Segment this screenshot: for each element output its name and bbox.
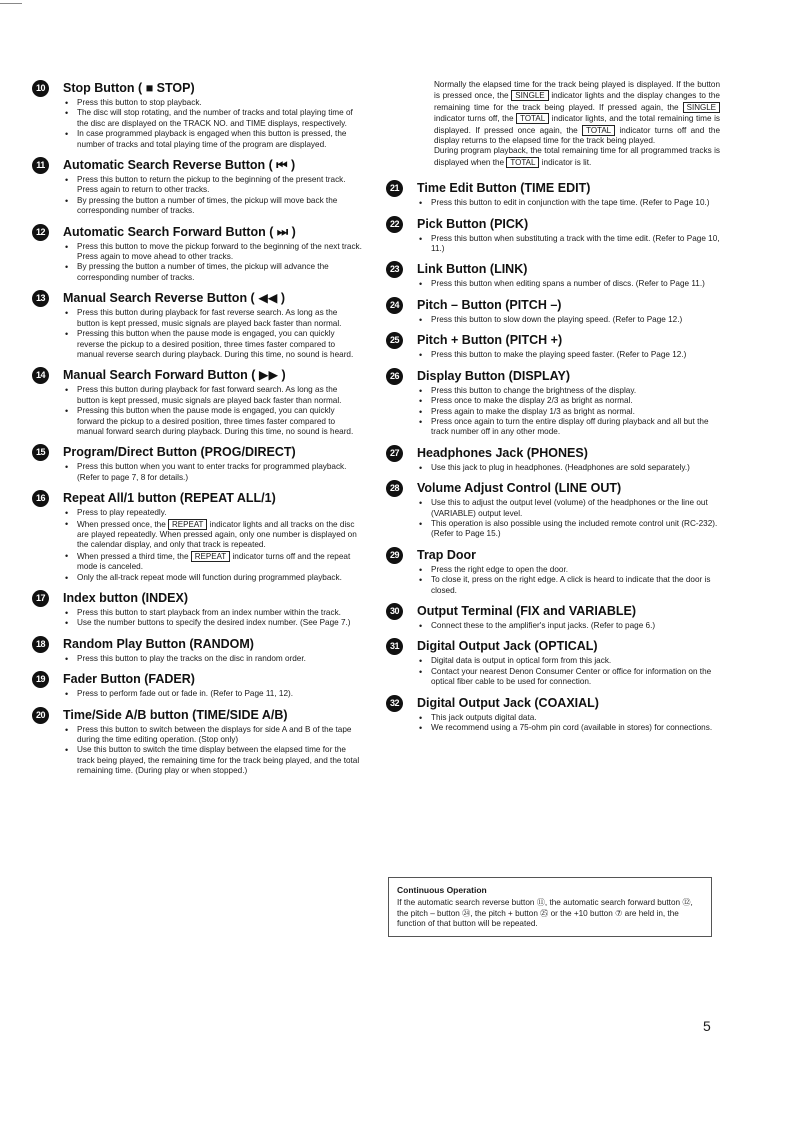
- section-title: Fader Button (FADER): [63, 672, 195, 687]
- bullet-item: [63, 98, 362, 108]
- text-run: Use this jack to plug in headphones. (Headphones are sold separately.): [431, 462, 690, 472]
- text-run: Press this button to stop playback.: [77, 98, 202, 107]
- section-title: Pitch – Button (PITCH –): [417, 297, 562, 312]
- section-18: [32, 636, 362, 664]
- bullet-item: [63, 385, 362, 406]
- bullet-list: [417, 198, 720, 208]
- text-run: Normally the elapsed time for the track being played is displayed. If the button is pressed once, the: [434, 80, 720, 101]
- text-run: Press this button when substituting a track with the time edit. (Refer to Page 10, 11.): [431, 233, 720, 254]
- intro-paragraph: [434, 80, 720, 146]
- section-number-badge: 21: [386, 180, 403, 197]
- section-11: [32, 157, 362, 217]
- bullet-item: [63, 196, 362, 217]
- section-24: [386, 297, 720, 325]
- section-number-badge: 16: [32, 490, 49, 507]
- bullet-item: [63, 745, 362, 776]
- bullet-item: [417, 386, 720, 396]
- section-25: [386, 332, 720, 360]
- section-number-badge: 25: [386, 332, 403, 349]
- text-run: Press this button to move the pickup forward to the beginning of the next track. Press again to move ahead to other tracks.: [77, 241, 362, 262]
- bullet-list: [63, 242, 362, 284]
- section-17: [32, 590, 362, 629]
- bullet-item: [63, 573, 362, 583]
- bullet-item: [63, 129, 362, 150]
- bullet-list: [63, 608, 362, 629]
- text-run: Use the number buttons to specify the desired index number. (See Page 7.): [77, 618, 351, 628]
- indicator-label: TOTAL: [516, 113, 549, 124]
- text-run: Press again to make the display 1/3 as bright as normal.: [431, 406, 635, 416]
- bullet-list: [63, 175, 362, 217]
- section-title: Repeat All/1 button (REPEAT ALL/1): [63, 491, 276, 506]
- bullet-item: [63, 689, 362, 699]
- section-number-badge: 12: [32, 224, 49, 241]
- indicator-label: TOTAL: [506, 157, 539, 168]
- bullet-item: [417, 656, 720, 666]
- bullet-item: [417, 396, 720, 406]
- bullet-item: [417, 519, 720, 540]
- text-run: This operation is also possible using the included remote control unit (RC-232). (Refer to Page 15.): [431, 518, 718, 539]
- section-19: [32, 671, 362, 699]
- section-number-badge: 24: [386, 297, 403, 314]
- section-title: Index button (INDEX): [63, 591, 188, 605]
- section-16: [32, 490, 362, 583]
- text-run: In case programmed playback is engaged when this button is pressed, the number of tracks and total playing time of the program are displayed.: [77, 129, 347, 149]
- section-21: [386, 180, 720, 208]
- bullet-item: [417, 234, 720, 255]
- text-run: To close it, press on the right edge. A click is heard to indicate that the door is closed.: [431, 575, 711, 595]
- text-run: Press this button during playback for fast reverse search. As long as the button is kept pressed, music signals are played back faster than normal.: [77, 308, 342, 328]
- text-run: Digital data is output in optical form from this jack.: [431, 656, 612, 666]
- section-number-badge: 28: [386, 480, 403, 497]
- text-run: indicator turns off and the repeat mode is canceled.: [77, 551, 351, 572]
- text-run: Press this button to return the pickup to the beginning of the present track. Press again to return to other tracks.: [77, 175, 346, 195]
- text-run: Press this button to slow down the playing speed. (Refer to Page 12.): [431, 314, 683, 324]
- section-number-badge: 26: [386, 368, 403, 385]
- text-run: Use this to adjust the output level (volume) of the headphones or the line out (VARIABLE) output level.: [431, 498, 708, 518]
- indicator-label: SINGLE: [511, 90, 548, 101]
- bullet-list: [63, 462, 362, 483]
- section-title: Digital Output Jack (OPTICAL): [417, 639, 598, 654]
- bullet-item: [417, 575, 720, 596]
- section-title: Stop Button ( ■ STOP): [63, 81, 195, 95]
- bullet-item: [63, 462, 362, 483]
- bullet-item: [417, 723, 720, 733]
- section-20: [32, 707, 362, 777]
- text-run: By pressing the button a number of times, the pickup will move back the corresponding number of tracks.: [77, 195, 338, 216]
- section-10: [32, 80, 362, 150]
- text-run: indicator turns off, the: [434, 114, 517, 124]
- text-run: Pressing this button when the pause mode is engaged, you can quickly forward the pickup to a desired position, three times faster compared to manual forward search during playback. During this time, no sound is heard.: [77, 406, 354, 436]
- section-number-badge: 15: [32, 444, 49, 461]
- bullet-list: [417, 279, 720, 289]
- right-column: [386, 80, 720, 740]
- text-run: Only the all-track repeat mode will function during programmed playback.: [77, 572, 342, 582]
- bullet-item: [63, 308, 362, 329]
- bullet-list: [417, 350, 720, 360]
- section-30: [386, 603, 720, 631]
- corner-rule: [0, 3, 22, 4]
- section-number-badge: 18: [32, 636, 49, 653]
- section-title: Time Edit Button (TIME EDIT): [417, 181, 591, 196]
- bullet-item: [63, 108, 362, 129]
- section-29: [386, 547, 720, 596]
- bullet-item: [63, 725, 362, 746]
- text-run: When pressed once, the: [77, 519, 169, 529]
- bullet-item: [63, 242, 362, 263]
- text-run: Press this button when you want to enter tracks for programmed playback. (Refer to page 7, 8 for details.): [77, 462, 347, 482]
- bullet-list: [417, 498, 720, 540]
- section-28: [386, 480, 720, 540]
- section-number-badge: 30: [386, 603, 403, 620]
- text-run: The disc will stop rotating, and the number of tracks and total playing time of the disc are displayed on the TRACK NO. and TIME displays, respectively.: [77, 108, 353, 128]
- bullet-item: [417, 315, 720, 325]
- text-run: When pressed a third time, the: [77, 551, 191, 561]
- section-number-badge: 23: [386, 261, 403, 278]
- text-run: Contact your nearest Denon Consumer Center or office for information on the optical fiber cable to be used for connection.: [431, 666, 712, 687]
- section-32: [386, 695, 720, 734]
- text-run: During program playback, the total remaining time for all programmed tracks is displayed when the: [434, 146, 720, 167]
- section-number-badge: 14: [32, 367, 49, 384]
- section-title: Headphones Jack (PHONES): [417, 445, 588, 460]
- text-run: Press this button to edit in conjunction with the tape time. (Refer to Page 10.): [431, 198, 710, 208]
- text-run: Press this button when editing spans a number of discs. (Refer to Page 11.): [431, 279, 705, 289]
- section-title: Output Terminal (FIX and VARIABLE): [417, 603, 636, 618]
- section-title: Link Button (LINK): [417, 262, 528, 277]
- indicator-label: TOTAL: [582, 125, 615, 136]
- section-title: Pitch + Button (PITCH +): [417, 333, 563, 348]
- bullet-item: [417, 279, 720, 289]
- section-31: [386, 638, 720, 687]
- bullet-item: [417, 417, 720, 438]
- text-run: By pressing the button a number of times, the pickup will advance the corresponding number of tracks.: [77, 262, 329, 282]
- text-run: Press this button during playback for fast forward search. As long as the button is kept pressed, music signals are played back faster than normal.: [77, 385, 342, 405]
- text-run: Pressing this button when the pause mode is engaged, you can quickly reverse the pickup to a desired position, three times faster compared to manual reverse search during playback. During this time, no sound is heard.: [77, 329, 354, 359]
- bullet-list: [63, 308, 362, 360]
- section-title: Time/Side A/B button (TIME/SIDE A/B): [63, 707, 288, 722]
- indicator-label: REPEAT: [191, 551, 230, 562]
- section-number-badge: 13: [32, 290, 49, 307]
- bullet-list: [417, 656, 720, 687]
- bullet-list: [417, 621, 720, 631]
- bullet-item: [63, 406, 362, 437]
- bullet-item: [63, 654, 362, 664]
- bullet-item: [417, 565, 720, 575]
- section-title: Digital Output Jack (COAXIAL): [417, 695, 599, 710]
- section-number-badge: 27: [386, 445, 403, 462]
- section-number-badge: 11: [32, 157, 49, 174]
- bullet-list: [63, 98, 362, 150]
- bullet-item: [63, 329, 362, 360]
- intro-paragraph: [434, 146, 720, 168]
- bullet-list: [417, 386, 720, 438]
- bullet-list: [417, 315, 720, 325]
- text-run: indicator lights, and the total remaining time is displayed. If pressed once again, the: [434, 114, 720, 135]
- bullet-list: [417, 713, 720, 734]
- section-12: [32, 224, 362, 284]
- bullet-item: [63, 618, 362, 628]
- continuous-operation-note: [388, 877, 712, 937]
- text-run: Press this button to play the tracks on the disc in random order.: [77, 653, 306, 663]
- bullet-list: [63, 654, 362, 664]
- bullet-item: [63, 175, 362, 196]
- text-run: Press once to make the display 2/3 as bright as normal.: [431, 396, 633, 406]
- text-run: Press once again to turn the entire display off during playback and all but the track number off in any other mode.: [431, 416, 709, 437]
- bullet-item: [417, 198, 720, 208]
- section-title: Trap Door: [417, 547, 477, 562]
- section-15: [32, 444, 362, 483]
- section-title: Automatic Search Reverse Button ( ⏮ ): [63, 158, 296, 173]
- text-run: Connect these to the amplifier's input jacks. (Refer to page 6.): [431, 620, 656, 630]
- bullet-item: [63, 262, 362, 283]
- bullet-item: [63, 519, 362, 551]
- text-run: Press this button to switch between the displays for side A and B of the tape during the time editing operation. (Stop only): [77, 724, 352, 745]
- section-number-badge: 32: [386, 695, 403, 712]
- text-run: Press this button to change the brightness of the display.: [431, 385, 637, 395]
- bullet-list: [63, 725, 362, 777]
- bullet-item: [63, 551, 362, 573]
- section-number-badge: 17: [32, 590, 49, 607]
- text-run: indicator lights and the display changes to the remaining time for the track being played. If pressed again, the: [434, 91, 720, 112]
- page-number: 5: [703, 1018, 711, 1034]
- section-title: Manual Search Forward Button ( ▶▶ ): [63, 368, 286, 383]
- section-title: Automatic Search Forward Button ( ⏭ ): [63, 224, 296, 239]
- section-number-badge: 29: [386, 547, 403, 564]
- bullet-list: [417, 234, 720, 255]
- section-number-badge: 20: [32, 707, 49, 724]
- bullet-item: [417, 350, 720, 360]
- time-button-continuation: [386, 80, 720, 168]
- text-run: Press the right edge to open the door.: [431, 564, 569, 574]
- bullet-list: [63, 689, 362, 699]
- section-title: Manual Search Reverse Button ( ◀◀ ): [63, 291, 286, 306]
- section-title: Program/Direct Button (PROG/DIRECT): [63, 445, 296, 460]
- section-number-badge: 22: [386, 216, 403, 233]
- section-27: [386, 445, 720, 473]
- text-run: Press this button to start playback from an index number within the track.: [77, 608, 341, 617]
- text-run: We recommend using a 75-ohm pin cord (available in stores) for connections.: [431, 723, 713, 732]
- text-run: Use this button to switch the time display between the elapsed time for the track being played, the remaining time for the track being played, and the total remaining time. (During play or when stopped.): [77, 745, 360, 776]
- bullet-item: [417, 713, 720, 723]
- section-22: [386, 216, 720, 255]
- section-number-badge: 10: [32, 80, 49, 97]
- section-title: Display Button (DISPLAY): [417, 368, 571, 383]
- bullet-item: [417, 667, 720, 688]
- text-run: This jack outputs digital data.: [431, 712, 537, 722]
- text-run: Press to perform fade out or fade in. (Refer to Page 11, 12).: [77, 689, 294, 699]
- section-title: Pick Button (PICK): [417, 216, 529, 231]
- section-title: Random Play Button (RANDOM): [63, 636, 254, 651]
- section-title: Volume Adjust Control (LINE OUT): [417, 481, 622, 496]
- bullet-item: [417, 621, 720, 631]
- indicator-label: REPEAT: [168, 519, 207, 530]
- bullet-list: [63, 508, 362, 583]
- note-title: Continuous Operation: [397, 885, 487, 895]
- bullet-item: [417, 463, 720, 473]
- section-13: [32, 290, 362, 360]
- text-run: indicator is lit.: [539, 157, 592, 167]
- bullet-item: [417, 498, 720, 519]
- bullet-item: [63, 508, 362, 518]
- bullet-list: [63, 385, 362, 437]
- text-run: Press this button to make the playing speed faster. (Refer to Page 12.): [431, 350, 687, 360]
- bullet-item: [63, 608, 362, 618]
- section-26: [386, 368, 720, 438]
- section-number-badge: 31: [386, 638, 403, 655]
- text-run: indicator turns off and the display returns to the elapsed time for the track being played.: [434, 125, 720, 146]
- bullet-list: [417, 463, 720, 473]
- note-text: If the automatic search reverse button ⑪, the automatic search forward button ⑫, the pitch – button ㉔, the pitch + button ㉕ or the +10 button ⑦ are held in, the function of that button will be repeated.: [397, 898, 693, 929]
- indicator-label: SINGLE: [683, 102, 720, 113]
- section-23: [386, 261, 720, 289]
- text-run: Press to play repeatedly.: [77, 508, 167, 518]
- section-number-badge: 19: [32, 671, 49, 688]
- right-sections: [386, 180, 720, 733]
- left-column: [32, 80, 362, 784]
- bullet-item: [417, 407, 720, 417]
- section-14: [32, 367, 362, 437]
- bullet-list: [417, 565, 720, 596]
- text-run: indicator lights and all tracks on the disc are played repeatedly. When pressed again, only one number is displayed on the calendar display, and only that track is repeated.: [77, 519, 357, 550]
